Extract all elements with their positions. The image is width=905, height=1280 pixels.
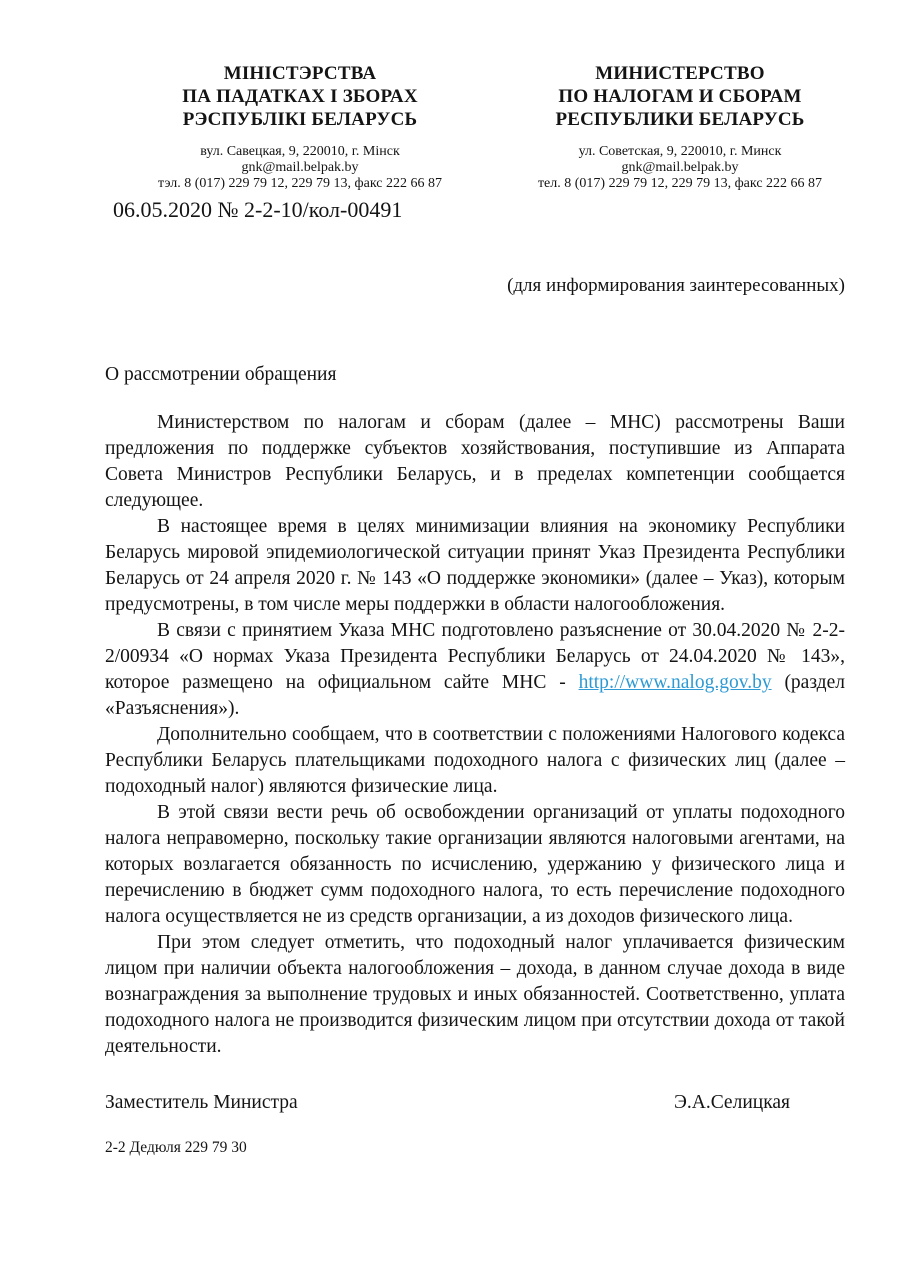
address-line: вул. Савецкая, 9, 220010, г. Мінск [200, 144, 400, 159]
address-ru [515, 144, 845, 192]
address-line: gnk@mail.belpak.by [241, 160, 359, 175]
subject-line: О рассмотрении обращения [105, 364, 337, 385]
ref-number-line: 06.05.2020 № 2-2-10/кол-00491 [113, 197, 403, 222]
address-by [105, 144, 495, 192]
title-line: РЕСПУБЛИКИ БЕЛАРУСЬ [555, 109, 805, 130]
paragraph-5: В этой связи вести речь об освобождении организаций от уплаты подоходного налога неправомерно, поскольку такие организации являются налоговыми агентами, на которых возлагается обязанность по исчислению, удержанию у физического лица и перечислению в бюджет сумм подоходного налога, то есть перечисление подоходного налога осуществляется не из средств организации, а из доходов физического лица. [105, 802, 845, 927]
letterhead-left [105, 62, 495, 224]
paragraph-4: Дополнительно сообщаем, что в соответствии с положениями Налогового кодекса Республики Беларусь плательщиками подоходного налога с физических лиц (далее – подоходный налог) являются физические лица. [105, 724, 845, 797]
title-line: ПО НАЛОГАМ И СБОРАМ [558, 86, 802, 107]
title-line: ПА ПАДАТКАХ І ЗБОРАХ [182, 86, 418, 107]
paragraph-1: Министерством по налогам и сборам (далее – МНС) рассмотрены Ваши предложения по поддержке субъектов хозяйствования, поступившие из Аппарата Совета Министров Республики Беларусь, и в пределах компетенции сообщается следующее. [105, 412, 845, 511]
letterhead [105, 62, 845, 224]
ministry-title-by [105, 62, 495, 131]
signature-block [105, 1090, 845, 1116]
signature-name: Э.А.Селицкая [673, 1092, 790, 1113]
paragraph-2: В настоящее время в целях минимизации влияния на экономику Республики Беларусь мировой эпидемиологической ситуации принят Указ Президента Республики Беларусь от 24 апреля 2020 г. № 143 «О поддержке экономики» (далее – Указ), которым предусмотрены, в том числе меры поддержки в области налогообложения. [105, 516, 845, 615]
paragraph-3 [105, 618, 845, 722]
address-line: ул. Советская, 9, 220010, г. Минск [578, 144, 782, 159]
paragraph-6: При этом следует отметить, что подоходный налог уплачивается физическим лицом при наличии объекта налогообложения – дохода, в данном случае дохода в виде вознаграждения за выполнение трудовых и иных обязанностей. Соответственно, уплата подоходного налога не производится физическим лицом при отсутствии дохода от такой деятельности. [105, 932, 845, 1057]
nalog-gov-by-link[interactable]: http://www.nalog.gov.by [578, 672, 772, 693]
letterhead-right [515, 62, 845, 192]
executor-note: 2-2 Дедюля 229 79 30 [105, 1139, 247, 1156]
title-line: МІНІСТЭРСТВА [223, 63, 377, 84]
address-line: тэл. 8 (017) 229 79 12, 229 79 13, факс 222 66 87 [158, 176, 442, 191]
ministry-title-ru [515, 62, 845, 131]
recipient-note: (для информирования заинтересованных) [507, 275, 845, 296]
paragraph-3-text: В связи с принятием Указа МНС подготовлено разъяснение от 30.04.2020 № 2-2-2/00934 «О нормах Указа Президента Республики Беларусь от 24.04.2020 № 143», которое размещено на официальном сайте МНС - [105, 620, 845, 693]
title-line: РЭСПУБЛІКІ БЕЛАРУСЬ [182, 109, 418, 130]
title-line: МИНИСТЕРСТВО [595, 63, 765, 84]
letter-body [105, 410, 845, 1060]
address-line: тел. 8 (017) 229 79 12, 229 79 13, факс 222 66 87 [537, 176, 823, 191]
address-line: gnk@mail.belpak.by [621, 160, 739, 175]
paragraph-3-text: (раздел «Разъяснения»). [105, 672, 845, 719]
signature-position: Заместитель Министра [105, 1092, 298, 1113]
